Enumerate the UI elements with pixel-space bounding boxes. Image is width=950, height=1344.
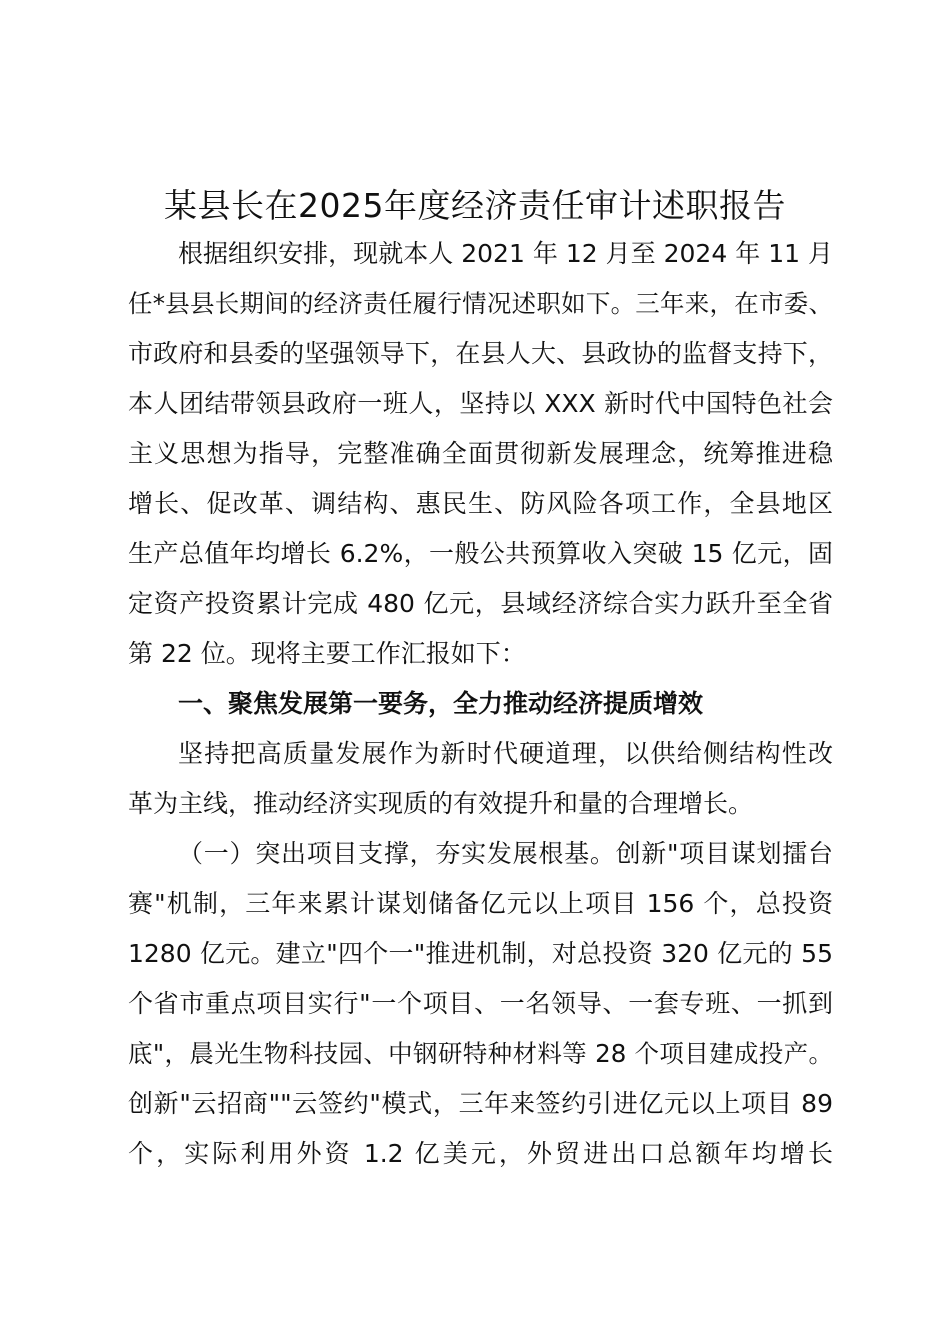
paragraph-line: 个，实际利用外资 1.2 亿美元，外贸进出口总额年均增长 bbox=[128, 1139, 833, 1168]
document-title: 某县长在2025年度经济责任审计述职报告 bbox=[164, 186, 786, 225]
paragraph-line: 任*县县长期间的经济责任履行情况述职如下。三年来，在市委、 bbox=[128, 289, 833, 318]
section-heading: 一、聚焦发展第一要务，全力推动经济提质增效 bbox=[178, 689, 704, 718]
paragraph-line: 根据组织安排，现就本人 2021 年 12 月至 2024 年 11 月 bbox=[178, 239, 833, 268]
paragraph-line: 本人团结带领县政府一班人，坚持以 XXX 新时代中国特色社会 bbox=[128, 389, 833, 418]
paragraph-line: 个省市重点项目实行"一个项目、一名领导、一套专班、一抓到 bbox=[128, 989, 833, 1018]
paragraph-line: 创新"云招商""云签约"模式，三年来签约引进亿元以上项目 89 bbox=[128, 1089, 833, 1118]
paragraph-line: 增长、促改革、调结构、惠民生、防风险各项工作，全县地区 bbox=[128, 489, 833, 518]
paragraph-line: 定资产投资累计完成 480 亿元，县域经济综合实力跃升至全省 bbox=[128, 589, 833, 618]
paragraph-line: 生产总值年均增长 6.2%，一般公共预算收入突破 15 亿元，固 bbox=[128, 539, 833, 568]
paragraph-line: 坚持把高质量发展作为新时代硬道理，以供给侧结构性改 bbox=[178, 739, 833, 768]
paragraph-line: 市政府和县委的坚强领导下，在县人大、县政协的监督支持下， bbox=[128, 339, 833, 368]
paragraph-line: （一）突出项目支撑，夯实发展根基。创新"项目谋划擂台 bbox=[178, 839, 833, 868]
paragraph-line: 底"，晨光生物科技园、中钢研特种材料等 28 个项目建成投产。 bbox=[128, 1039, 833, 1068]
paragraph-line: 革为主线，推动经济实现质的有效提升和量的合理增长。 bbox=[128, 789, 754, 818]
paragraph-line: 1280 亿元。建立"四个一"推进机制，对总投资 320 亿元的 55 bbox=[128, 939, 833, 968]
paragraph-line: 赛"机制，三年来累计谋划储备亿元以上项目 156 个，总投资 bbox=[128, 889, 833, 918]
paragraph-line: 主义思想为指导，完整准确全面贯彻新发展理念，统筹推进稳 bbox=[128, 439, 833, 468]
paragraph-line: 第 22 位。现将主要工作汇报如下： bbox=[128, 639, 526, 668]
